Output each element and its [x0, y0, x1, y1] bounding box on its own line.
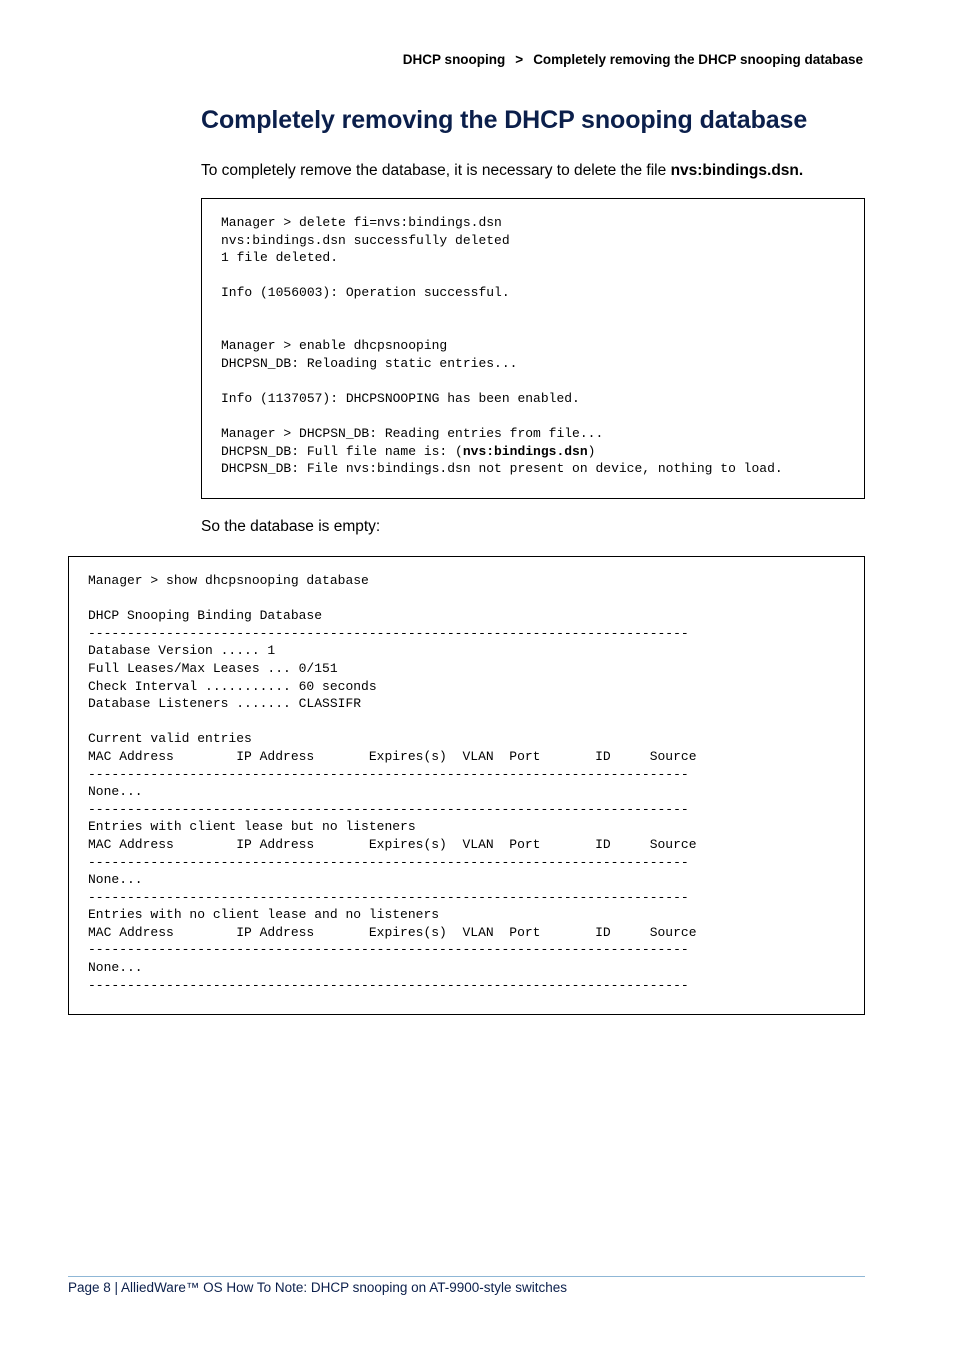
- code-line: Database Version ..... 1: [88, 643, 276, 659]
- code-line: Entries with no client lease and no listeners: [88, 907, 440, 923]
- code-line: DHCP Snooping Binding Database: [88, 608, 323, 624]
- code-block-show-database-text: [88, 572, 864, 994]
- code-line-filename: [221, 443, 864, 461]
- code-line: [88, 713, 864, 731]
- code-line: -----------------------------------------------------------------------------: [88, 625, 689, 641]
- code-line: Manager > DHCPSN_DB: Reading entries from file...: [221, 426, 604, 442]
- code-line: Database Listeners ....... CLASSIFR: [88, 696, 362, 712]
- code-line: MAC Address IP Address Expires(s) VLAN Port ID Source: [88, 924, 697, 940]
- code-block-delete: [201, 198, 865, 499]
- code-line: [221, 372, 864, 390]
- code-line: -----------------------------------------------------------------------------: [88, 801, 689, 817]
- para-database-empty: So the database is empty:: [201, 518, 381, 535]
- code-line: Manager > delete fi=nvs:bindings.dsn: [221, 215, 502, 230]
- code-line: -----------------------------------------------------------------------------: [88, 889, 689, 905]
- code-line: None...: [88, 872, 143, 888]
- code-line: Info (1137057): DHCPSNOOPING has been enabled.: [221, 390, 580, 406]
- intro-text: To completely remove the database, it is necessary to delete the file: [201, 162, 671, 179]
- code-line: Info (1056003): Operation successful.: [221, 285, 510, 301]
- page-title: Completely removing the DHCP snooping database: [201, 106, 808, 134]
- header-separator: >: [515, 52, 524, 67]
- code-line: -----------------------------------------------------------------------------: [88, 977, 689, 993]
- code-line: [221, 267, 864, 285]
- code-line: Manager > enable dhcpsnooping: [221, 338, 448, 354]
- code-block-show-database: [68, 556, 865, 1015]
- code-line: Manager > show dhcpsnooping database: [88, 573, 369, 588]
- code-line: MAC Address IP Address Expires(s) VLAN Port ID Source: [88, 836, 697, 852]
- running-header: [403, 52, 863, 67]
- code-line-prefix: DHCPSN_DB: Full file name is: (: [221, 443, 463, 459]
- code-line: 1 file deleted.: [221, 250, 339, 266]
- code-line: Entries with client lease but no listeners: [88, 819, 416, 835]
- code-bold-filename: nvs:bindings.dsn: [462, 443, 588, 459]
- code-line: Full Leases/Max Leases ... 0/151: [88, 660, 338, 676]
- code-line: MAC Address IP Address Expires(s) VLAN Port ID Source: [88, 748, 697, 764]
- code-line: -----------------------------------------------------------------------------: [88, 942, 689, 958]
- code-line: DHCPSN_DB: File nvs:bindings.dsn not present on device, nothing to load.: [221, 461, 783, 477]
- code-line: DHCPSN_DB: Reloading static entries...: [221, 355, 518, 371]
- code-line: nvs:bindings.dsn successfully deleted: [221, 232, 510, 248]
- code-line-suffix: ): [587, 443, 596, 459]
- code-line: None...: [88, 784, 143, 800]
- code-line: [221, 408, 864, 426]
- code-line: -----------------------------------------------------------------------------: [88, 766, 689, 782]
- header-topic: Completely removing the DHCP snooping database: [533, 52, 863, 67]
- code-line: -----------------------------------------------------------------------------: [88, 854, 689, 870]
- footer-text: Page 8 | AlliedWare™ OS How To Note: DHCP snooping on AT-9900-style switches: [68, 1280, 567, 1295]
- intro-filename: nvs:bindings.dsn.: [670, 162, 804, 179]
- code-line: [88, 590, 864, 608]
- footer-rule: [68, 1276, 865, 1277]
- header-section: DHCP snooping: [402, 52, 506, 67]
- code-line: [221, 320, 864, 338]
- code-line: [221, 302, 864, 320]
- code-block-delete-text: [221, 214, 864, 478]
- code-line: Current valid entries: [88, 731, 252, 747]
- code-line: None...: [88, 960, 143, 976]
- intro-paragraph: [201, 162, 803, 180]
- code-line: Check Interval ........... 60 seconds: [88, 678, 377, 694]
